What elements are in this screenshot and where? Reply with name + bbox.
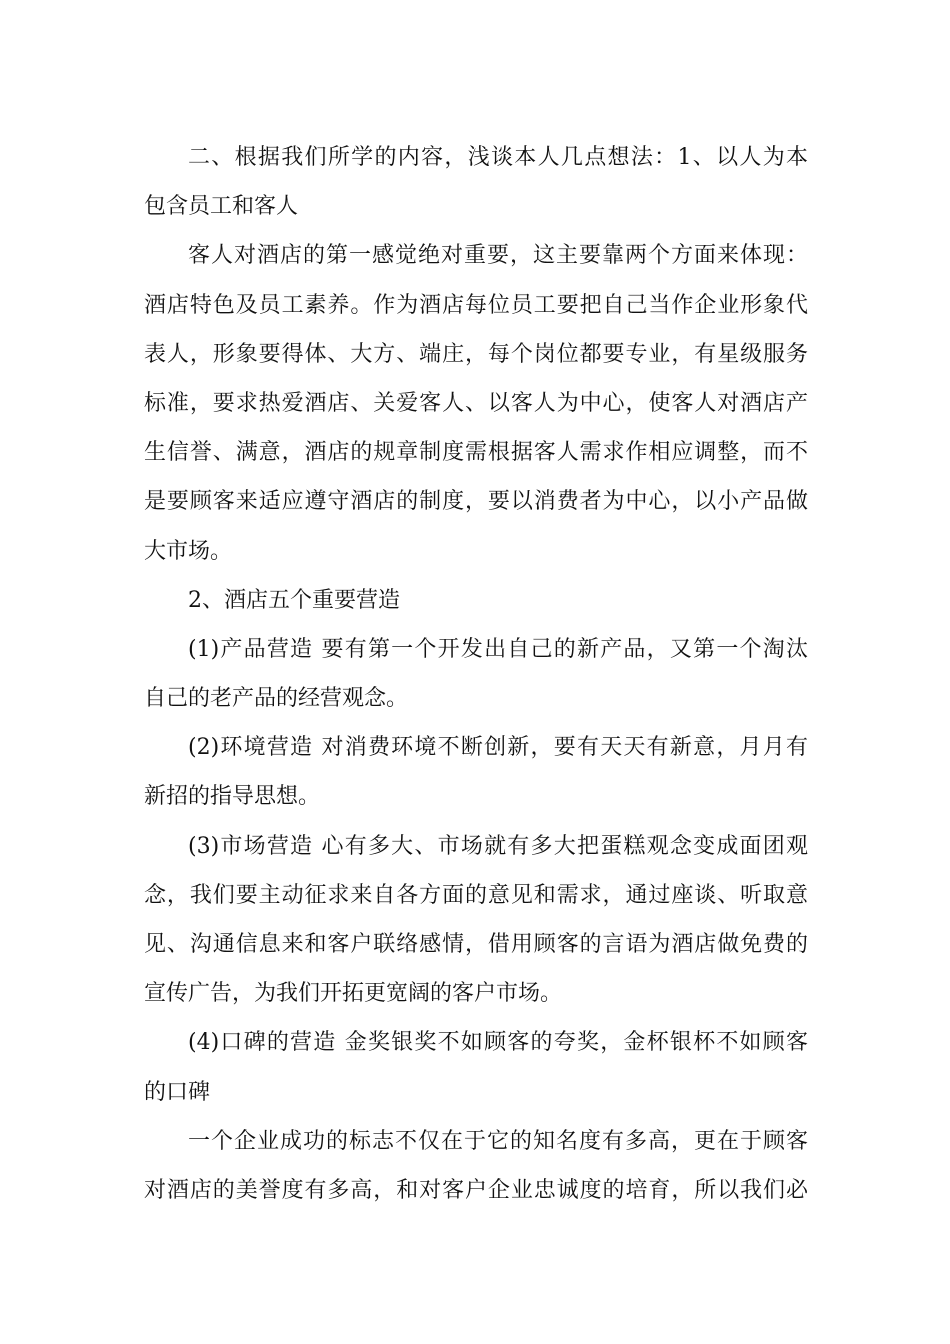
text-line: (4)口碑的营造 金奖银奖不如顾客的夸奖，金杯银杯不如顾客 — [188, 1030, 808, 1056]
text-line: 大市场。 — [144, 538, 233, 564]
text-line: 标准，要求热爱酒店、关爱客人、以客人为中心，使客人对酒店产 — [144, 390, 808, 416]
text-line: 2、酒店五个重要营造 — [188, 587, 400, 613]
text-line: 的口碑 — [144, 1079, 211, 1105]
text-line: 对酒店的美誉度有多高，和对客户企业忠诚度的培育，所以我们必 — [144, 1177, 808, 1203]
text-line: 是要顾客来适应遵守酒店的制度，要以消费者为中心，以小产品做 — [144, 489, 808, 515]
text-line: 念，我们要主动征求来自各方面的意见和需求，通过座谈、听取意 — [144, 882, 808, 908]
text-line: (2)环境营造 对消费环境不断创新，要有天天有新意，月月有 — [188, 735, 808, 761]
text-line: 一个企业成功的标志不仅在于它的知名度有多高，更在于顾客 — [188, 1128, 808, 1154]
text-line: 自己的老产品的经营观念。 — [144, 686, 409, 712]
text-line: 生信誉、满意，酒店的规章制度需根据客人需求作相应调整，而不 — [144, 440, 808, 466]
text-line: 宣传广告，为我们开拓更宽阔的客户市场。 — [144, 981, 563, 1007]
text-line: 表人，形象要得体、大方、端庄，每个岗位都要专业，有星级服务 — [144, 341, 808, 367]
document-body — [144, 133, 808, 1215]
text-line: 见、沟通信息来和客户联络感情，借用顾客的言语为酒店做免费的 — [144, 932, 808, 957]
text-line: 新招的指导思想。 — [144, 784, 321, 810]
text-line: 酒店特色及员工素养。作为酒店每位员工要把自己当作企业形象代 — [144, 292, 808, 318]
text-line: 包含员工和客人 — [144, 194, 299, 220]
text-line: (3)市场营造 心有多大、市场就有多大把蛋糕观念变成面团观 — [188, 833, 808, 859]
text-line: 二、根据我们所学的内容，浅谈本人几点想法：1、以人为本 — [188, 145, 808, 170]
text-line: 客人对酒店的第一感觉绝对重要，这主要靠两个方面来体现： — [188, 243, 808, 269]
text-line: (1)产品营造 要有第一个开发出自己的新产品，又第一个淘汰 — [188, 636, 808, 662]
